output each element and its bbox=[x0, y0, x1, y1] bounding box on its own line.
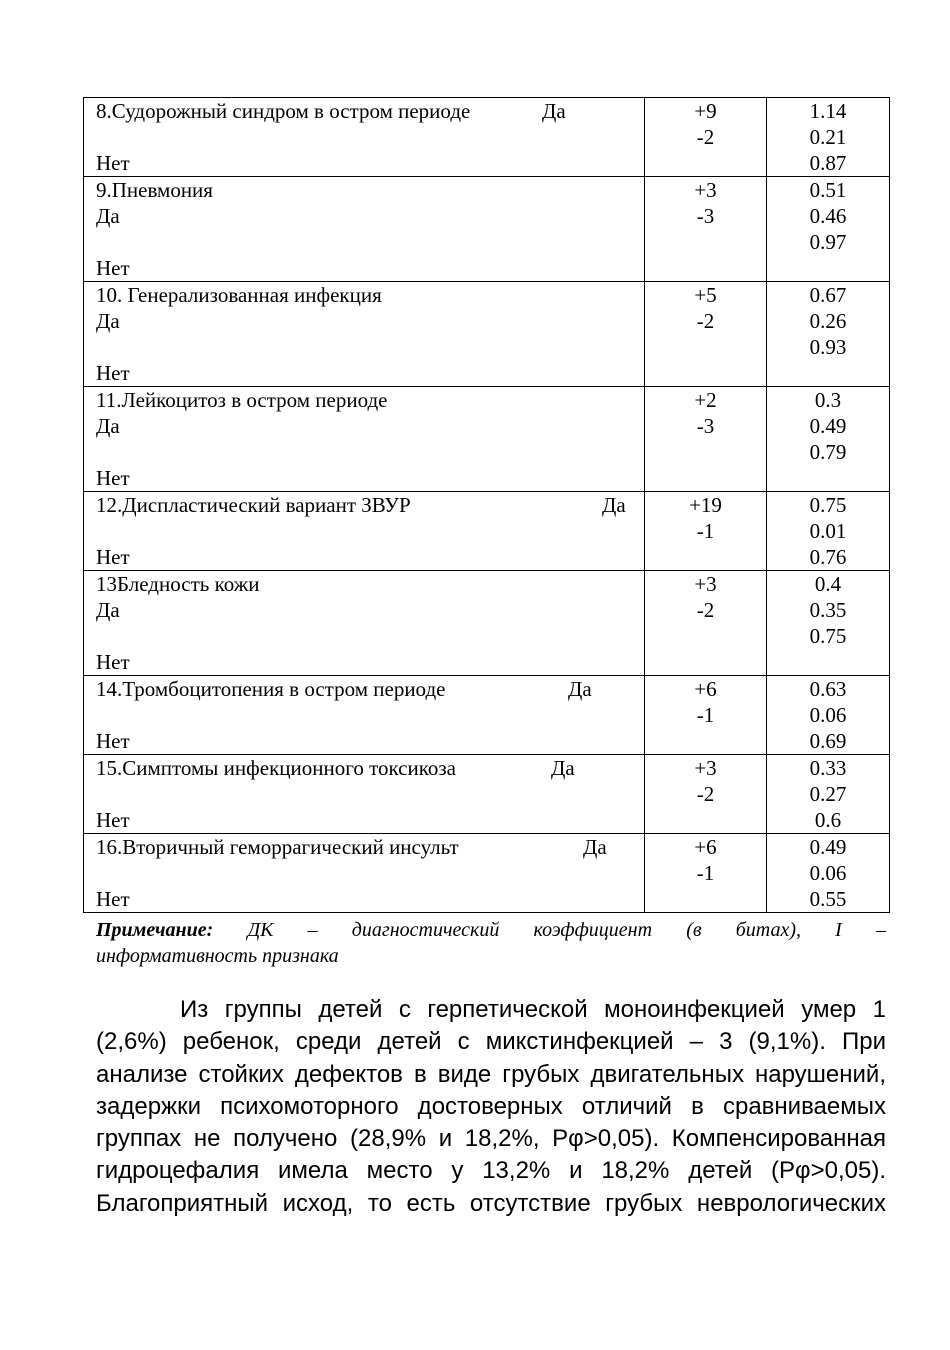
table-row bbox=[84, 492, 890, 571]
paragraph-line: (2,6%) ребенок, среди детей с микстинфекцией – 3 (9,1%). При bbox=[96, 1028, 886, 1056]
indicator-title: 11.Лейкоцитоз в остром периоде bbox=[96, 388, 388, 412]
answer-yes: Да bbox=[96, 598, 120, 622]
paragraph-line: группах не получено (28,9% и 18,2%, Рφ>0,05). Компенсированная bbox=[96, 1125, 886, 1153]
table-row bbox=[84, 676, 890, 755]
info-value: 0.97 bbox=[809, 230, 847, 254]
spacer-line bbox=[84, 781, 644, 807]
answer-yes: Да bbox=[568, 677, 592, 701]
indicator-title: 14.Тромбоцитопения в остром периоде bbox=[96, 677, 446, 701]
indicator-title: 9.Пневмония bbox=[96, 178, 213, 202]
answer-yes: Да bbox=[96, 414, 120, 438]
info-value: 0.75 bbox=[809, 493, 847, 517]
indicator-cell bbox=[84, 492, 645, 571]
answer-no: Нет bbox=[96, 361, 130, 385]
info-value: 0.51 bbox=[809, 178, 847, 202]
dk-cell bbox=[645, 571, 767, 676]
indicator-cell bbox=[84, 676, 645, 755]
dk-value: -3 bbox=[696, 204, 715, 228]
indicator-title: 12.Диспластический вариант ЗВУР bbox=[96, 493, 411, 517]
table-row bbox=[84, 98, 890, 177]
paragraph-line: гидроцефалия имела место у 13,2% и 18,2% детей (Рφ>0,05). bbox=[96, 1157, 886, 1185]
note-line-2: информативность признака bbox=[96, 945, 339, 967]
indicator-title: 10. Генерализованная инфекция bbox=[96, 283, 382, 307]
spacer-line bbox=[84, 124, 644, 150]
spacer-line bbox=[84, 702, 644, 728]
answer-no: Нет bbox=[96, 650, 130, 674]
info-cell bbox=[767, 98, 890, 177]
answer-no: Нет bbox=[96, 545, 130, 569]
note-label: Примечание: bbox=[96, 919, 214, 941]
indicator-title: 15.Симптомы инфекционного токсикоза bbox=[96, 756, 456, 780]
dk-cell bbox=[645, 98, 767, 177]
info-value: 0.79 bbox=[809, 440, 847, 464]
indicator-title: 16.Вторичный геморрагический инсульт bbox=[96, 835, 459, 859]
spacer-line bbox=[84, 229, 644, 255]
info-cell bbox=[767, 755, 890, 834]
spacer-line bbox=[84, 439, 644, 465]
info-value: 0.63 bbox=[809, 677, 847, 701]
info-value: 0.67 bbox=[809, 283, 847, 307]
table-row bbox=[84, 387, 890, 492]
info-cell bbox=[767, 676, 890, 755]
dk-cell bbox=[645, 755, 767, 834]
dk-value: +5 bbox=[694, 283, 717, 307]
dk-value: +3 bbox=[694, 572, 717, 596]
dk-value: -1 bbox=[696, 519, 715, 543]
table-row bbox=[84, 282, 890, 387]
info-value: 0.6 bbox=[814, 808, 842, 832]
info-cell bbox=[767, 177, 890, 282]
indicator-title: 13Бледность кожи bbox=[96, 572, 260, 596]
dk-value: +6 bbox=[694, 835, 717, 859]
info-cell bbox=[767, 387, 890, 492]
dk-value: +2 bbox=[694, 388, 717, 412]
indicator-title: 8.Судорожный синдром в остром периоде bbox=[96, 99, 471, 123]
body-paragraph bbox=[96, 994, 886, 1220]
info-value: 0.35 bbox=[809, 598, 847, 622]
answer-yes: Да bbox=[96, 204, 120, 228]
dk-value: -2 bbox=[696, 125, 715, 149]
dk-cell bbox=[645, 834, 767, 913]
answer-no: Нет bbox=[96, 466, 130, 490]
dk-value: -2 bbox=[696, 782, 715, 806]
paragraph-line: Благоприятный исход, то есть отсутствие грубых неврологических bbox=[96, 1189, 886, 1217]
note-text-1: ДК – диагностический коэффициент (в битах), I – bbox=[247, 919, 886, 941]
info-value: 0.27 bbox=[809, 782, 847, 806]
info-value: 0.4 bbox=[814, 572, 842, 596]
indicator-cell bbox=[84, 755, 645, 834]
note-line-1 bbox=[96, 917, 886, 943]
info-cell bbox=[767, 571, 890, 676]
dk-value: +3 bbox=[694, 178, 717, 202]
info-value: 0.76 bbox=[809, 545, 847, 569]
info-value: 0.93 bbox=[809, 335, 847, 359]
info-value: 0.46 bbox=[809, 204, 847, 228]
dk-value: -2 bbox=[696, 309, 715, 333]
indicator-cell bbox=[84, 98, 645, 177]
spacer-line bbox=[84, 334, 644, 360]
info-value: 0.49 bbox=[809, 414, 847, 438]
dk-cell bbox=[645, 177, 767, 282]
answer-yes: Да bbox=[542, 99, 566, 123]
info-value: 0.75 bbox=[809, 624, 847, 648]
table-row bbox=[84, 177, 890, 282]
info-value: 0.49 bbox=[809, 835, 847, 859]
indicator-table bbox=[83, 97, 890, 913]
indicator-cell bbox=[84, 177, 645, 282]
indicator-cell bbox=[84, 282, 645, 387]
indicator-cell bbox=[84, 387, 645, 492]
answer-yes: Да bbox=[96, 309, 120, 333]
table-row bbox=[84, 755, 890, 834]
dk-value: -1 bbox=[696, 861, 715, 885]
answer-no: Нет bbox=[96, 151, 130, 175]
answer-yes: Да bbox=[583, 835, 607, 859]
info-value: 0.26 bbox=[809, 309, 847, 333]
info-value: 0.69 bbox=[809, 729, 847, 753]
spacer-line bbox=[84, 860, 644, 886]
dk-value: -3 bbox=[696, 414, 715, 438]
paragraph-line: анализе стойких дефектов в виде грубых двигательных нарушений, bbox=[96, 1060, 886, 1088]
info-value: 0.01 bbox=[809, 519, 847, 543]
dk-value: +6 bbox=[694, 677, 717, 701]
answer-yes: Да bbox=[602, 493, 626, 517]
indicator-cell bbox=[84, 834, 645, 913]
info-value: 0.55 bbox=[809, 887, 847, 911]
answer-no: Нет bbox=[96, 729, 130, 753]
table-row bbox=[84, 834, 890, 913]
info-cell bbox=[767, 492, 890, 571]
dk-cell bbox=[645, 676, 767, 755]
info-value: 0.33 bbox=[809, 756, 847, 780]
dk-cell bbox=[645, 282, 767, 387]
table-note bbox=[96, 917, 886, 969]
dk-cell bbox=[645, 387, 767, 492]
info-value: 1.14 bbox=[809, 99, 847, 123]
info-cell bbox=[767, 834, 890, 913]
answer-yes: Да bbox=[551, 756, 575, 780]
answer-no: Нет bbox=[96, 808, 130, 832]
table-row bbox=[84, 571, 890, 676]
answer-no: Нет bbox=[96, 256, 130, 280]
dk-value: -2 bbox=[696, 598, 715, 622]
spacer-line bbox=[84, 518, 644, 544]
dk-value: +9 bbox=[694, 99, 717, 123]
spacer-line bbox=[84, 623, 644, 649]
dk-cell bbox=[645, 492, 767, 571]
info-value: 0.06 bbox=[809, 703, 847, 727]
info-value: 0.87 bbox=[809, 151, 847, 175]
info-value: 0.3 bbox=[814, 388, 842, 412]
indicator-cell bbox=[84, 571, 645, 676]
paragraph-line: Из группы детей с герпетической моноинфекцией умер 1 bbox=[180, 996, 886, 1023]
dk-value: -1 bbox=[696, 703, 715, 727]
info-value: 0.21 bbox=[809, 125, 847, 149]
answer-no: Нет bbox=[96, 887, 130, 911]
info-cell bbox=[767, 282, 890, 387]
paragraph-line: задержки психомоторного достоверных отличий в сравниваемых bbox=[96, 1092, 886, 1120]
dk-value: +3 bbox=[694, 756, 717, 780]
dk-value: +19 bbox=[689, 493, 722, 517]
info-value: 0.06 bbox=[809, 861, 847, 885]
